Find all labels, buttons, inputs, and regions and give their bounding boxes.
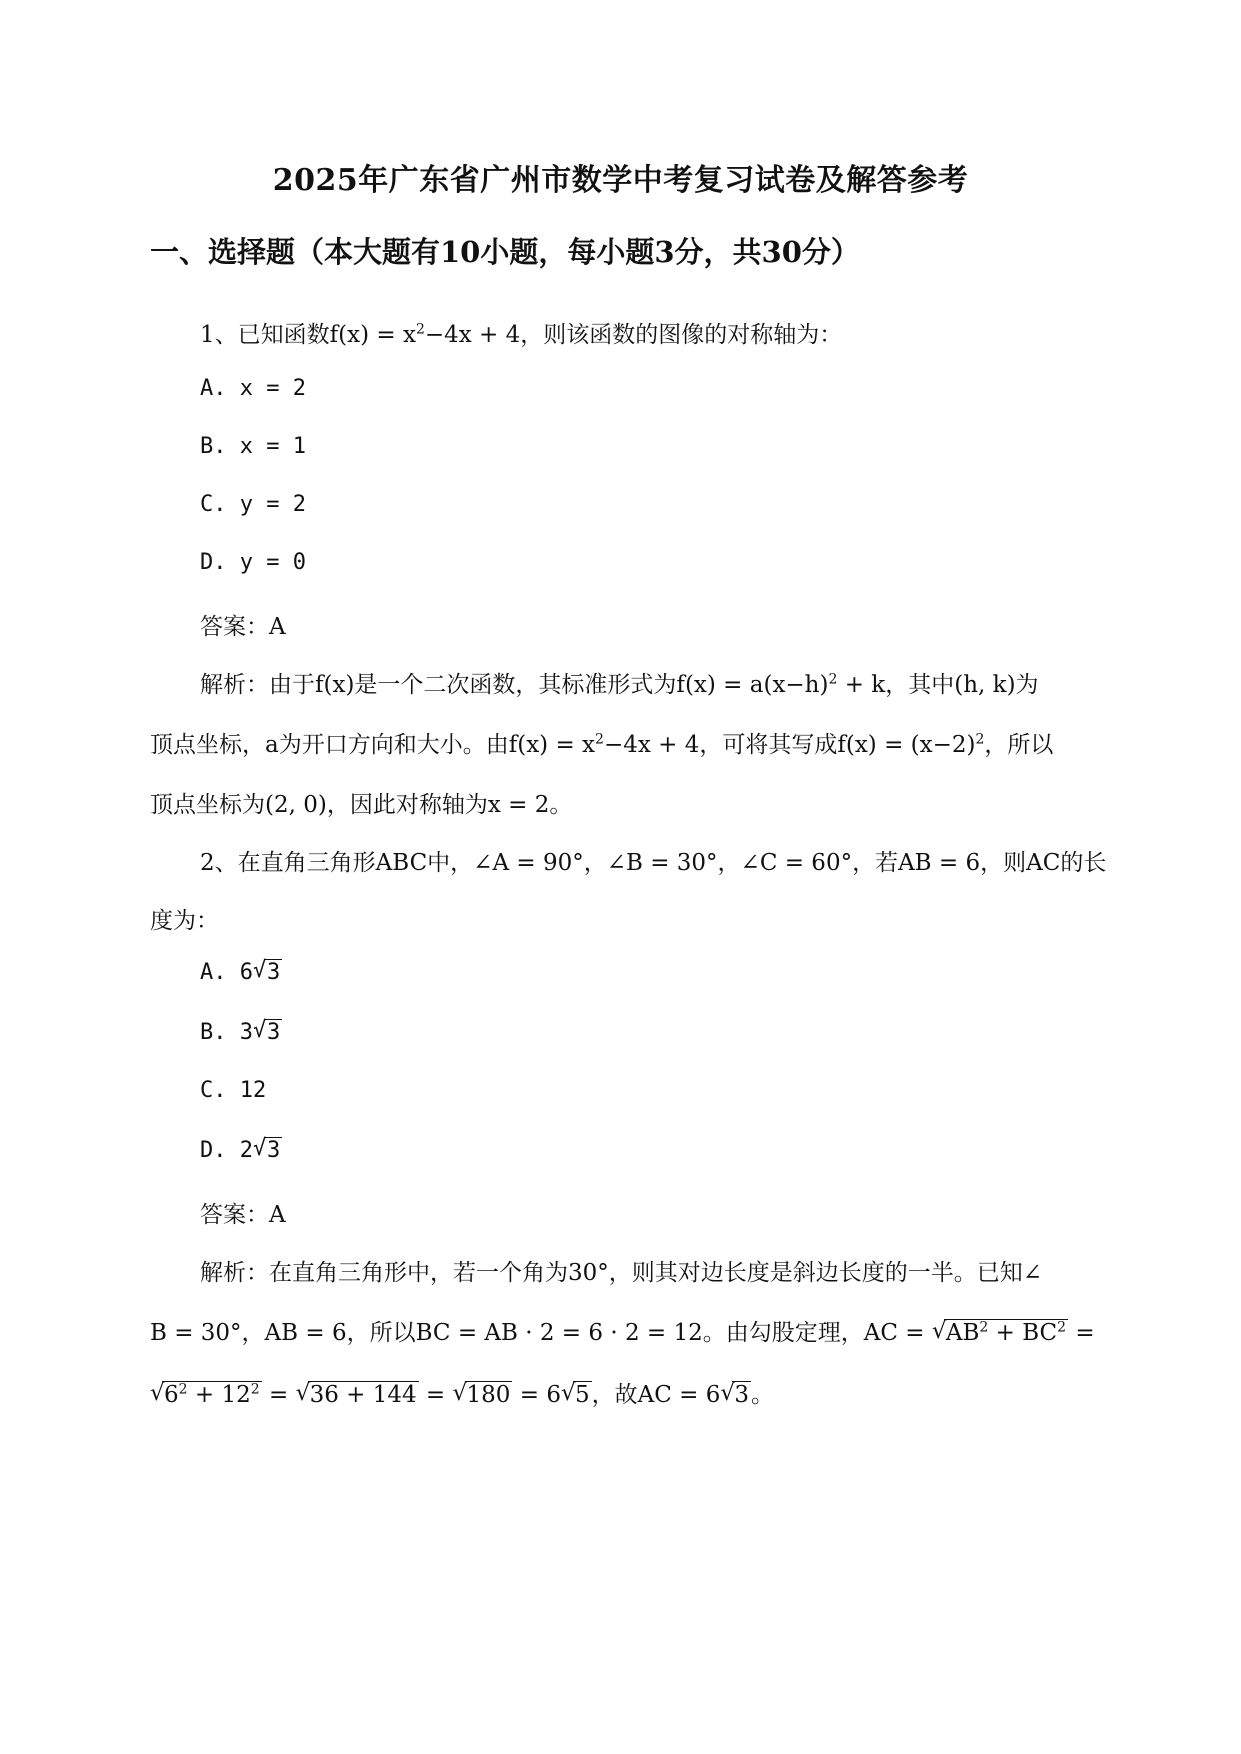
text: + BC [988, 1320, 1058, 1346]
question-2-stem-cont: 度为： [150, 908, 219, 934]
sqrt-symbol [150, 1382, 262, 1408]
sqrt-symbol [253, 1020, 282, 1045]
q1-analysis-line-1 [200, 666, 1039, 699]
sqrt-symbol [296, 1382, 419, 1408]
exponent: 2 [975, 731, 985, 748]
exponent: 2 [595, 731, 604, 748]
q2-option-a [200, 960, 282, 985]
text: ，所以 [984, 732, 1054, 758]
text: D. 2 [200, 1138, 253, 1163]
exponent: 2 [1057, 1319, 1067, 1336]
sqrt-symbol [932, 1320, 1068, 1346]
text: 解析：由于f(x)是一个二次函数，其标准形式为f(x) = a(x−h) [200, 672, 829, 698]
q1-option-d: D. y = 0 [200, 550, 306, 575]
q1-stem-text: 1、已知函数f(x) = x [200, 322, 416, 348]
q2-answer: 答案：A [200, 1202, 286, 1228]
text: + 12 [187, 1382, 251, 1408]
exponent: 2 [250, 1381, 260, 1398]
q1-option-a: A. x = 2 [200, 376, 306, 401]
radicand: 3 [266, 1020, 281, 1045]
q1-answer: 答案：A [200, 614, 286, 640]
text: = 6 [512, 1382, 561, 1408]
text: = [1068, 1320, 1095, 1346]
text: A. 6 [200, 960, 253, 985]
sqrt-symbol [453, 1382, 513, 1408]
q2-analysis-line-3 [150, 1376, 774, 1409]
text: ，故AC = 6 [591, 1382, 721, 1408]
q2-option-c: C. 12 [200, 1078, 267, 1103]
radicand [162, 1381, 262, 1408]
text: 顶点坐标，a为开口方向和大小。由f(x) = x [150, 732, 596, 758]
sqrt-symbol [720, 1382, 751, 1408]
radicand: 36 + 144 [309, 1382, 417, 1408]
section-heading: 一、选择题（本大题有10小题，每小题3分，共30分） [150, 235, 860, 269]
q1-option-b: B. x = 1 [200, 434, 306, 459]
q1-stem-text-2: −4x + 4，则该函数的图像的对称轴为： [424, 322, 843, 348]
sqrt-symbol [561, 1382, 592, 1408]
q2-analysis-line-1: 解析：在直角三角形中，若一个角为30°，则其对边长度是斜边长度的一半。已知∠ [200, 1260, 1043, 1286]
radicand: 5 [574, 1382, 590, 1408]
radicand: 3 [734, 1382, 749, 1408]
document-title: 2025年广东省广州市数学中考复习试卷及解答参考 [272, 163, 969, 198]
exponent: 2 [178, 1381, 188, 1398]
text: −4x + 4，可将其写成f(x) = (x−2) [603, 732, 976, 758]
text: 6 [164, 1382, 179, 1408]
text: AB [945, 1320, 980, 1346]
text: + k，其中(h, k)为 [837, 672, 1039, 698]
radicand: 3 [266, 960, 281, 985]
question-1-stem [200, 316, 842, 349]
question-2-stem: 2、在直角三角形ABC中，∠A = 90°，∠B = 30°，∠C = 60°，若AB = 6，则AC的长 [200, 850, 1107, 876]
q1-stem-exponent: 2 [415, 321, 425, 338]
radicand: 180 [466, 1382, 511, 1408]
exponent: 2 [828, 671, 838, 688]
q1-option-c: C. y = 2 [200, 492, 306, 517]
radicand: 3 [266, 1138, 281, 1163]
text: = [418, 1382, 453, 1408]
text: = [261, 1382, 296, 1408]
q1-analysis-line-2 [150, 726, 1053, 759]
sqrt-symbol [253, 960, 282, 985]
radicand [944, 1319, 1068, 1346]
q1-analysis-line-3: 顶点坐标为(2, 0)，因此对称轴为x = 2。 [150, 792, 573, 818]
text: 。 [751, 1382, 774, 1408]
q2-option-d [200, 1138, 282, 1163]
exponent: 2 [979, 1319, 989, 1336]
text: B = 30°，AB = 6，所以BC = AB · 2 = 6 · 2 = 12。由勾股定理，AC = [150, 1320, 932, 1346]
q2-option-b [200, 1020, 282, 1045]
text: B. 3 [200, 1020, 253, 1045]
q2-analysis-line-2 [150, 1314, 1095, 1347]
sqrt-symbol [253, 1138, 282, 1163]
